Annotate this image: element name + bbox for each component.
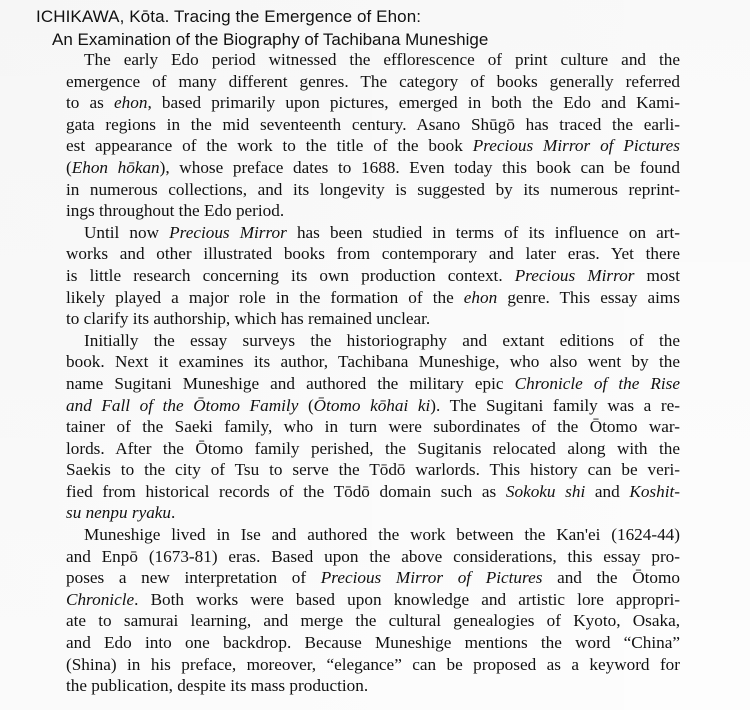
text-run: and the Ōtomo xyxy=(542,568,680,588)
text-run: ), whose preface dates to 1688. Even today this book can be found xyxy=(159,157,680,177)
author-title-heading: ICHIKAWA, Kōta. Tracing the Emergence of Ehon: xyxy=(36,7,422,26)
italic-text: Precious Mirror xyxy=(169,222,287,242)
text-line xyxy=(66,49,680,71)
italic-text: Chronicle of the Rise xyxy=(514,373,681,393)
text-line xyxy=(66,157,680,179)
text-run: to as xyxy=(66,93,115,113)
text-run: tainer of the Saeki family, who in turn were subordinates of the Ōtomo war- xyxy=(66,417,680,437)
text-run: . xyxy=(171,503,176,523)
subtitle-heading: An Examination of the Biography of Tachibana Muneshige xyxy=(52,30,489,49)
text-line xyxy=(66,395,680,417)
text-run: . Both works were based upon knowledge and artistic lore appropri- xyxy=(134,589,680,609)
text-line xyxy=(66,373,680,395)
text-line xyxy=(66,265,680,287)
italic-text: ehon xyxy=(114,93,148,113)
text-run: is little research concerning its own production context. xyxy=(66,265,515,285)
abstract-body xyxy=(66,49,680,697)
italic-text: Precious Mirror xyxy=(514,265,635,285)
text-line xyxy=(66,179,680,201)
text-run: emergence of many different genres. The category of books generally referred xyxy=(66,71,680,91)
text-line xyxy=(66,114,680,136)
text-line xyxy=(66,308,680,330)
text-run: Until now xyxy=(84,222,170,242)
text-line xyxy=(66,654,680,676)
italic-text: Precious Mirror of Pictures xyxy=(472,136,680,156)
text-line xyxy=(66,92,680,114)
text-line xyxy=(66,135,680,157)
italic-text: Ehon hōkan xyxy=(71,157,160,177)
italic-text: and Fall of the Ōtomo Family xyxy=(66,395,299,415)
text-line xyxy=(66,222,680,244)
text-line xyxy=(66,200,680,222)
italic-text: su nenpu ryaku xyxy=(66,503,172,523)
text-line xyxy=(66,589,680,611)
text-line xyxy=(66,524,680,546)
paragraph xyxy=(66,222,680,330)
italic-text: Chronicle xyxy=(66,589,135,609)
italic-text: Ōtomo kōhai ki xyxy=(313,395,431,415)
text-run: in numerous collections, and its longevity is suggested by its numerous reprint- xyxy=(66,179,680,199)
text-run: ate to samurai learning, and merge the cultural genealogies of Kyoto, Osaka, xyxy=(66,611,680,631)
text-line xyxy=(66,632,680,654)
text-line xyxy=(66,567,680,589)
text-line xyxy=(66,351,680,373)
paragraph xyxy=(66,524,680,697)
text-run: most xyxy=(634,265,680,285)
text-line xyxy=(66,71,680,93)
text-line xyxy=(66,459,680,481)
text-run: ( xyxy=(66,157,72,177)
italic-text: Precious Mirror of Pictures xyxy=(320,568,543,588)
text-run: fied from historical records of the Tōdō domain such as xyxy=(66,481,506,501)
text-run: the publication, despite its mass production. xyxy=(66,676,369,696)
text-line xyxy=(66,610,680,632)
text-run: book. Next it examines its author, Tachibana Muneshige, who also went by the xyxy=(66,352,680,372)
text-run: Muneshige lived in Ise and authored the work between the Kan'ei (1624-44) xyxy=(84,525,680,545)
text-line xyxy=(66,481,680,503)
italic-text: ehon xyxy=(463,287,498,307)
text-line xyxy=(66,243,680,265)
text-run: name Sugitani Muneshige and authored the military epic xyxy=(66,373,515,393)
paragraph xyxy=(66,49,680,222)
text-run: ( xyxy=(298,395,314,415)
text-run: , based primarily upon pictures, emerged in both the Edo and Kami- xyxy=(147,93,680,113)
text-run: The early Edo period witnessed the efflorescence of print culture and the xyxy=(84,50,680,69)
text-run: genre. This essay aims xyxy=(497,287,680,307)
text-run: poses a new interpretation of xyxy=(66,568,321,588)
text-line xyxy=(66,438,680,460)
text-run: works and other illustrated books from contemporary and later eras. Yet there xyxy=(66,244,680,264)
text-run: and xyxy=(585,481,630,501)
text-line xyxy=(66,502,680,524)
text-run: Initially the essay surveys the historiography and extant editions of the xyxy=(84,330,680,350)
text-run: lords. After the Ōtomo family perished, the Sugitanis relocated along with the xyxy=(66,438,680,458)
text-line xyxy=(66,330,680,352)
text-run: to clarify its authorship, which has remained unclear. xyxy=(66,309,431,329)
text-run: gata regions in the mid seventeenth century. Asano Shūgō has traced the earli- xyxy=(66,114,680,134)
text-run: ings throughout the Edo period. xyxy=(66,201,285,221)
text-run: and Edo into one backdrop. Because Muneshige mentions the word “China” xyxy=(66,633,680,653)
text-run: has been studied in terms of its influence on art- xyxy=(286,222,680,242)
text-run: ). The Sugitani family was a re- xyxy=(430,395,680,415)
text-line xyxy=(66,675,680,697)
italic-text: Sokoku shi xyxy=(505,481,586,501)
text-run: likely played a major role in the formation of the xyxy=(66,287,464,307)
text-line xyxy=(66,416,680,438)
text-run: and Enpō (1673-81) eras. Based upon the above considerations, this essay pro- xyxy=(66,546,680,566)
text-line xyxy=(66,546,680,568)
text-line xyxy=(66,287,680,309)
text-run: (Shina) in his preface, moreover, “elegance” can be proposed as a keyword for xyxy=(66,654,680,674)
italic-text: Koshit- xyxy=(629,481,680,501)
text-run: est appearance of the work to the title of the book xyxy=(66,136,473,156)
text-run: Saekis to the city of Tsu to serve the Tōdō warlords. This history can be veri- xyxy=(66,460,680,480)
paragraph xyxy=(66,330,680,524)
